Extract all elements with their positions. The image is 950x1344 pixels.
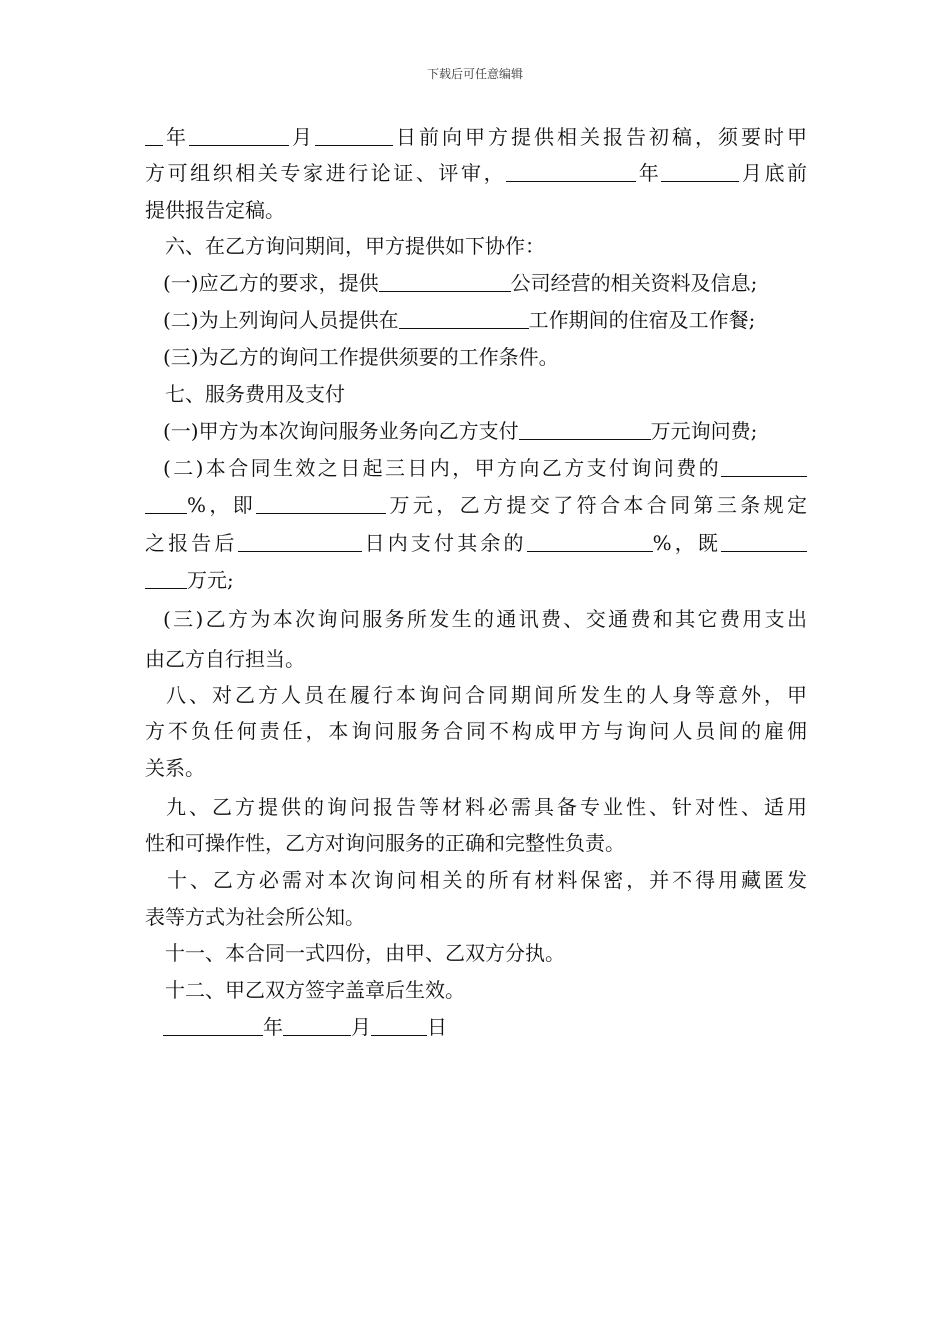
- section-heading: [165, 977, 465, 1003]
- section-heading: [165, 381, 345, 407]
- text-segment: 公司经营的相关资料及信息;: [510, 271, 758, 295]
- fill-blank: [145, 493, 187, 514]
- fill-blank: [315, 125, 393, 146]
- text-segment: 万元询问费;: [650, 419, 758, 443]
- paragraph-line: [167, 867, 807, 893]
- fill-blank: [163, 1015, 263, 1036]
- fill-blank: [256, 493, 386, 514]
- list-item: [163, 344, 559, 370]
- fill-blank: [661, 161, 739, 182]
- fill-blank: [145, 125, 163, 146]
- text-segment: 工作期间的住宿及工作餐;: [528, 308, 756, 332]
- list-item: [163, 307, 755, 333]
- text-segment: 日前向甲方提供相关报告初稿，须要时甲: [393, 125, 807, 149]
- text-segment: 日内支付其余的: [361, 531, 527, 555]
- text-segment: 方不负任何责任，本询问服务合同不构成甲方与询问人员间的雇佣: [145, 719, 807, 743]
- text-segment: 万元，乙方提交了符合本合同第三条规定: [386, 493, 807, 517]
- text-segment: 方可组织相关专家进行论证、评审，: [145, 161, 507, 185]
- text-segment: (二)本合同生效之日起三日内，甲方向乙方支付询问费的: [163, 456, 721, 480]
- fill-blank: [527, 531, 653, 552]
- text-segment: 八、对乙方人员在履行本询问合同期间所发生的人身等意外，甲: [166, 683, 807, 707]
- fill-blank: [399, 308, 529, 329]
- fill-blank: [189, 125, 289, 146]
- fill-blank: [506, 161, 636, 182]
- text-segment: 提供报告定稿。: [145, 198, 285, 222]
- text-segment: 日: [427, 1015, 447, 1039]
- fill-blank: [519, 419, 651, 440]
- paragraph-line: [145, 646, 305, 672]
- paragraph-line: [166, 794, 807, 820]
- paragraph-line: [145, 904, 365, 930]
- text-segment: 六、在乙方询问期间，甲方提供如下协作：: [165, 234, 545, 258]
- text-segment: 年: [636, 161, 662, 185]
- text-segment: 关系。: [145, 756, 205, 780]
- text-segment: (三)乙方为本次询问服务所发生的通讯费、交通费和其它费用支出: [163, 607, 807, 631]
- fill-blank: [379, 271, 511, 292]
- text-segment: 九、乙方提供的询问报告等材料必需具备专业性、针对性、适用: [166, 795, 807, 819]
- fill-blank: [238, 531, 362, 552]
- list-item: [163, 606, 807, 632]
- paragraph-line: [145, 197, 285, 223]
- paragraph-line: [145, 492, 807, 518]
- fill-blank: [721, 531, 807, 552]
- text-segment: 由乙方自行担当。: [145, 647, 305, 671]
- text-segment: (三)为乙方的询问工作提供须要的工作条件。: [163, 345, 559, 369]
- date-line: [163, 1014, 447, 1040]
- paragraph-line: [145, 124, 807, 150]
- text-segment: 七、服务费用及支付: [165, 382, 345, 406]
- text-segment: (二)为上列询问人员提供在: [163, 308, 399, 332]
- text-segment: 之报告后: [145, 531, 238, 555]
- page-header: 下载后可任意编辑: [426, 67, 523, 81]
- text-segment: 十、乙方必需对本次询问相关的所有材料保密，并不得用藏匿发: [167, 868, 807, 892]
- paragraph-line: [145, 567, 234, 593]
- text-segment: 十一、本合同一式四份，由甲、乙双方分执。: [165, 941, 565, 965]
- text-segment: 月: [351, 1015, 371, 1039]
- text-segment: 月: [289, 125, 315, 149]
- fill-blank: [283, 1015, 351, 1036]
- text-segment: 年: [263, 1015, 283, 1039]
- list-item: [163, 455, 807, 481]
- text-segment: %，即: [187, 493, 257, 517]
- paragraph-line: [145, 755, 205, 781]
- list-item: [163, 270, 757, 296]
- paragraph-line: [145, 160, 807, 186]
- text-segment: 年: [163, 125, 189, 149]
- fill-blank: [145, 568, 187, 589]
- text-segment: 表等方式为社会所公知。: [145, 905, 365, 929]
- text-segment: 十二、甲乙双方签字盖章后生效。: [165, 978, 465, 1002]
- text-segment: 性和可操作性，乙方对询问服务的正确和完整性负责。: [145, 831, 625, 855]
- paragraph-line: [145, 718, 807, 744]
- fill-blank: [371, 1015, 427, 1036]
- list-item: [163, 418, 757, 444]
- fill-blank: [721, 456, 807, 477]
- text-segment: 万元;: [187, 568, 234, 592]
- paragraph-line: [145, 830, 625, 856]
- text-segment: (一)应乙方的要求，提供: [163, 271, 379, 295]
- text-segment: 月底前: [739, 161, 808, 185]
- paragraph-line: [166, 682, 807, 708]
- text-segment: (一)甲方为本次询问服务业务向乙方支付: [163, 419, 519, 443]
- paragraph-line: [145, 530, 807, 556]
- text-segment: %，既: [652, 531, 721, 555]
- section-heading: [165, 940, 565, 966]
- section-heading: [165, 233, 545, 259]
